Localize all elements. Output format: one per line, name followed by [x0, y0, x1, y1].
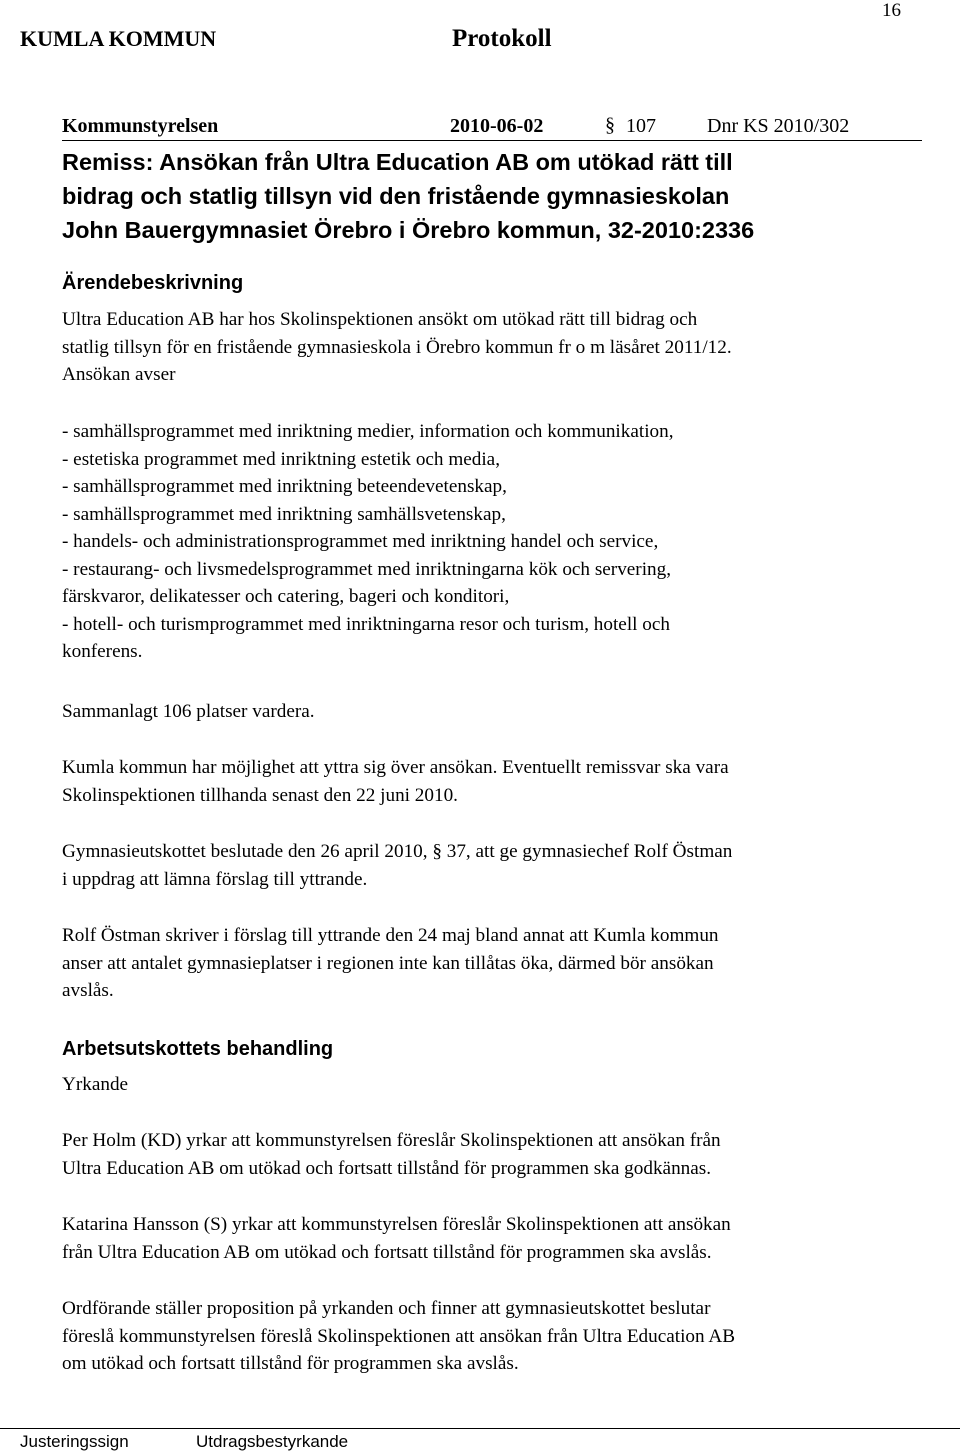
subheading-yrkande: [62, 1071, 932, 1099]
text-line: avslås.: [62, 980, 114, 1001]
list-item: - samhällsprogrammet med inriktning beteendevetenskap,: [62, 476, 507, 497]
document-title: [62, 145, 932, 247]
document-type: Protokoll: [452, 25, 552, 52]
text-line: Kumla kommun har möjlighet att yttra sig över ansökan. Eventuellt remissvar ska vara: [62, 757, 729, 778]
text-line: Ordförande ställer proposition på yrkanden och finner att gymnasieutskottet beslutar: [62, 1298, 711, 1319]
footer-divider: [0, 1428, 960, 1429]
holm-paragraph: [62, 1127, 932, 1182]
summary-paragraph: [62, 698, 932, 726]
gymnasieutskottet-paragraph: [62, 838, 932, 893]
list-item: - samhällsprogrammet med inriktning medier, information och kommunikation,: [62, 421, 674, 442]
section-heading-arbetsutskottet: Arbetsutskottets behandling: [62, 1038, 334, 1060]
list-item: - handels- och administrationsprogrammet med inriktning handel och service,: [62, 531, 659, 552]
program-list: [62, 418, 932, 666]
header-divider: [62, 140, 922, 141]
list-item: konferens.: [62, 641, 143, 662]
text-line: Skolinspektionen tillhanda senast den 22 juni 2010.: [62, 784, 458, 806]
text-line: Sammanlagt 106 platser vardera.: [62, 701, 315, 722]
list-item: färskvaror, delikatesser och catering, bageri och konditori,: [62, 586, 510, 607]
text-line: statlig tillsyn för en fristående gymnasieskola i Örebro kommun fr o m läsåret 2011/12.: [62, 336, 732, 358]
paragraph-number: 107: [626, 115, 656, 137]
list-item: - estetiska programmet med inriktning estetik och media,: [62, 448, 500, 470]
list-item: - restaurang- och livsmedelsprogrammet med inriktningarna kök och servering,: [62, 558, 672, 580]
chair-paragraph: [62, 1295, 932, 1378]
title-line: Remiss: Ansökan från Ultra Education AB om utökad rätt till: [62, 149, 733, 175]
meeting-body: Kommunstyrelsen: [62, 115, 219, 137]
ostman-paragraph: [62, 922, 932, 1005]
footer-justeringssign: Justeringssign: [20, 1432, 129, 1451]
text-line: Gymnasieutskottet beslutade den 26 april 2010, § 37, att ge gymnasiechef Rolf Östman: [62, 841, 733, 862]
text-line: Katarina Hansson (S) yrkar att kommunstyrelsen föreslår Skolinspektionen att ansökan: [62, 1214, 731, 1235]
intro-paragraph: [62, 306, 932, 389]
meeting-date: 2010-06-02: [450, 115, 544, 137]
diary-number: Dnr KS 2010/302: [707, 115, 850, 137]
organization-name: KUMLA KOMMUN: [20, 26, 217, 51]
text-line: Ultra Education AB har hos Skolinspektionen ansökt om utökad rätt till bidrag och: [62, 309, 698, 330]
text-line: Rolf Östman skriver i förslag till yttrande den 24 maj bland annat att Kumla kommun: [62, 925, 719, 946]
text-line: anser att antalet gymnasieplatser i regionen inte kan tillåtas öka, därmed bör ansökan: [62, 952, 714, 974]
text-line: Ultra Education AB om utökad och fortsatt tillstånd för programmen ska godkännas.: [62, 1157, 712, 1179]
text-line: i uppdrag att lämna förslag till yttrande.: [62, 868, 368, 890]
text-line: Ansökan avser: [62, 364, 176, 385]
paragraph-symbol: §: [605, 114, 615, 136]
text-line: om utökad och fortsatt tillstånd för programmen ska avslås.: [62, 1353, 519, 1374]
title-line: John Bauergymnasiet Örebro i Örebro kommun, 32-2010:2336: [62, 217, 755, 243]
list-item: - samhällsprogrammet med inriktning samhällsvetenskap,: [62, 503, 506, 525]
text-line: från Ultra Education AB om utökad och fortsatt tillstånd för programmen ska avslås.: [62, 1241, 712, 1263]
text-line: Yrkande: [62, 1074, 129, 1095]
text-line: Per Holm (KD) yrkar att kommunstyrelsen föreslår Skolinspektionen att ansökan från: [62, 1130, 721, 1151]
text-line: föreslå kommunstyrelsen föreslå Skolinspektionen att ansökan från Ultra Education AB: [62, 1325, 736, 1347]
title-line: bidrag och statlig tillsyn vid den fristående gymnasieskolan: [62, 183, 730, 209]
hansson-paragraph: [62, 1211, 932, 1266]
footer-utdragsbestyrkande: Utdragsbestyrkande: [196, 1432, 349, 1451]
remiss-paragraph: [62, 754, 932, 809]
list-item: - hotell- och turismprogrammet med inriktningarna resor och turism, hotell och: [62, 613, 670, 635]
section-heading-arendebeskrivning: Ärendebeskrivning: [62, 272, 244, 294]
page-number: 16: [882, 0, 901, 21]
